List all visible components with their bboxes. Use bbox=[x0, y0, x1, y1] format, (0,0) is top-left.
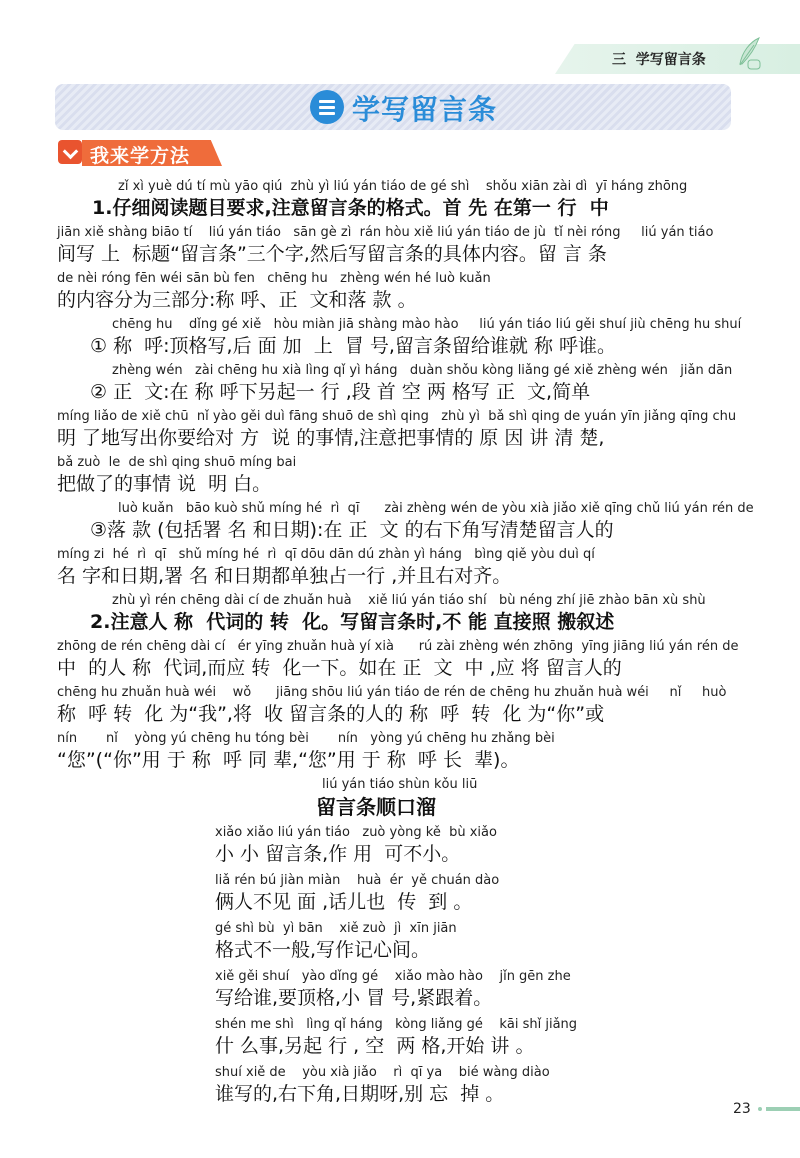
pinyin-line: xiě gěi shuí yào dǐng gé xiǎo mào hào jǐn gēn zhe bbox=[215, 969, 571, 984]
pinyin-line: shuí xiě de yòu xià jiǎo rì qī ya bié wàng diào bbox=[215, 1065, 550, 1080]
pinyin-line: jiān xiě shàng biāo tí liú yán tiáo sān gè zì rán hòu xiě liú yán tiáo de jù tǐ nèi róng liú yán tiáo bbox=[57, 225, 714, 240]
rhyme-line: 俩人不见 面 ,话儿也 传 到 。 bbox=[215, 891, 473, 913]
pinyin-line: zhèng wén zài chēng hu xià lìng qǐ yì háng duàn shǒu kòng liǎng gé xiě zhèng wén jiǎn dān bbox=[112, 363, 733, 378]
text-line: 的内容分为三部分:称 呼、正 文和落 款 。 bbox=[57, 289, 417, 311]
rhyme-title: 留言条顺口溜 bbox=[316, 795, 436, 819]
section-label: 我来学方法 bbox=[90, 145, 191, 167]
rhyme-line: 什 么事,另起 行 , 空 两 格,开始 讲 。 bbox=[215, 1035, 535, 1057]
numeral-three-icon bbox=[310, 90, 344, 124]
page-number: 23 bbox=[733, 1101, 751, 1117]
pinyin-line: zhōng de rén chēng dài cí ér yīng zhuǎn huà yí xià rú zài zhèng wén zhōng yīng jiāng liú yán rén de bbox=[57, 639, 739, 654]
text-line: ① 称 呼:顶格写,后 面 加 上 冒 号,留言条留给谁就 称 呼谁。 bbox=[90, 335, 616, 357]
text-line: 2.注意人 称 代词的 转 化。写留言条时,不 能 直接照 搬叙述 bbox=[90, 611, 615, 633]
pinyin-line: de nèi róng fēn wéi sān bù fen chēng hu zhèng wén hé luò kuǎn bbox=[57, 271, 491, 286]
pinyin-line: gé shì bù yì bān xiě zuò jì xīn jiān bbox=[215, 921, 457, 936]
pinyin-line: liǎ rén bú jiàn miàn huà ér yě chuán dào bbox=[215, 873, 500, 888]
pinyin-line: nín nǐ yòng yú chēng hu tóng bèi nín yòng yú chēng hu zhǎng bèi bbox=[57, 731, 555, 746]
rhyme-title-pinyin: liú yán tiáo shùn kǒu liū bbox=[322, 777, 478, 792]
quill-inkwell-icon bbox=[732, 36, 762, 70]
text-line: 间写 上 标题“留言条”三个字,然后写留言条的具体内容。留 言 条 bbox=[57, 243, 607, 265]
pinyin-line: chēng hu dǐng gé xiě hòu miàn jiā shàng mào hào liú yán tiáo liú gěi shuí jiù chēng hu shuí bbox=[112, 317, 742, 332]
pinyin-line: luò kuǎn bāo kuò shǔ míng hé rì qī zài zhèng wén de yòu xià jiǎo xiě qīng chǔ liú yán rén de bbox=[118, 501, 754, 516]
text-line: 中 的人 称 代词,而应 转 化一下。如在 正 文 中 ,应 将 留言人的 bbox=[57, 657, 622, 679]
rhyme-line: 格式不一般,写作记心间。 bbox=[215, 939, 431, 961]
text-line: 名 字和日期,署 名 和日期都单独占一行 ,并且右对齐。 bbox=[57, 565, 512, 587]
pinyin-line: míng liǎo de xiě chū nǐ yào gěi duì fāng shuō de shì qing zhù yì bǎ shì qing de yuán yīn jiǎng qīng chu bbox=[57, 409, 737, 424]
text-line: ② 正 文:在 称 呼下另起一 行 ,段 首 空 两 格写 正 文,简单 bbox=[90, 381, 591, 403]
pinyin-line: chēng hu zhuǎn huà wéi wǒ jiāng shōu liú yán tiáo de rén de chēng hu zhuǎn huà wéi nǐ huò bbox=[57, 685, 727, 700]
pinyin-line: zǐ xì yuè dú tí mù yāo qiú zhù yì liú yán tiáo de gé shì shǒu xiān zài dì yī háng zhōng bbox=[118, 179, 688, 194]
folio-bar bbox=[766, 1107, 800, 1111]
pinyin-line: bǎ zuò le de shì qing shuō míng bai bbox=[57, 455, 297, 470]
text-line: 明 了地写出你要给对 方 说 的事情,注意把事情的 原 因 讲 清 楚, bbox=[57, 427, 605, 449]
text-line: ③落 款 (包括署 名 和日期):在 正 文 的右下角写清楚留言人的 bbox=[90, 519, 614, 541]
download-arrow-icon bbox=[58, 140, 82, 164]
rhyme-line: 小 小 留言条,作 用 可不小。 bbox=[215, 843, 461, 865]
text-line: 1.仔细阅读题目要求,注意留言条的格式。首 先 在第一 行 中 bbox=[92, 197, 609, 219]
running-header: 三 学写留言条 bbox=[612, 52, 706, 68]
rhyme-line: 写给谁,要顶格,小 冒 号,紧跟着。 bbox=[215, 987, 493, 1009]
pinyin-line: xiǎo xiǎo liú yán tiáo zuò yòng kě bù xiǎo bbox=[215, 825, 497, 840]
text-line: “您”(“你”用 于 称 呼 同 辈,“您”用 于 称 呼 长 辈)。 bbox=[57, 749, 520, 771]
pinyin-line: míng zi hé rì qī shǔ míng hé rì qī dōu dān dú zhàn yì háng bìng qiě yòu duì qí bbox=[57, 547, 595, 562]
pinyin-line: zhù yì rén chēng dài cí de zhuǎn huà xiě liú yán tiáo shí bù néng zhí jiē zhào bān xù shù bbox=[112, 593, 706, 608]
folio-dot bbox=[758, 1107, 762, 1111]
page-title: 学写留言条 bbox=[352, 93, 498, 126]
text-line: 称 呼 转 化 为“我”,将 收 留言条的人的 称 呼 转 化 为“你”或 bbox=[57, 703, 605, 725]
rhyme-line: 谁写的,右下角,日期呀,别 忘 掉 。 bbox=[215, 1083, 505, 1105]
pinyin-line: shén me shì lìng qǐ háng kòng liǎng gé kāi shǐ jiǎng bbox=[215, 1017, 578, 1032]
text-line: 把做了的事情 说 明 白。 bbox=[57, 473, 272, 495]
